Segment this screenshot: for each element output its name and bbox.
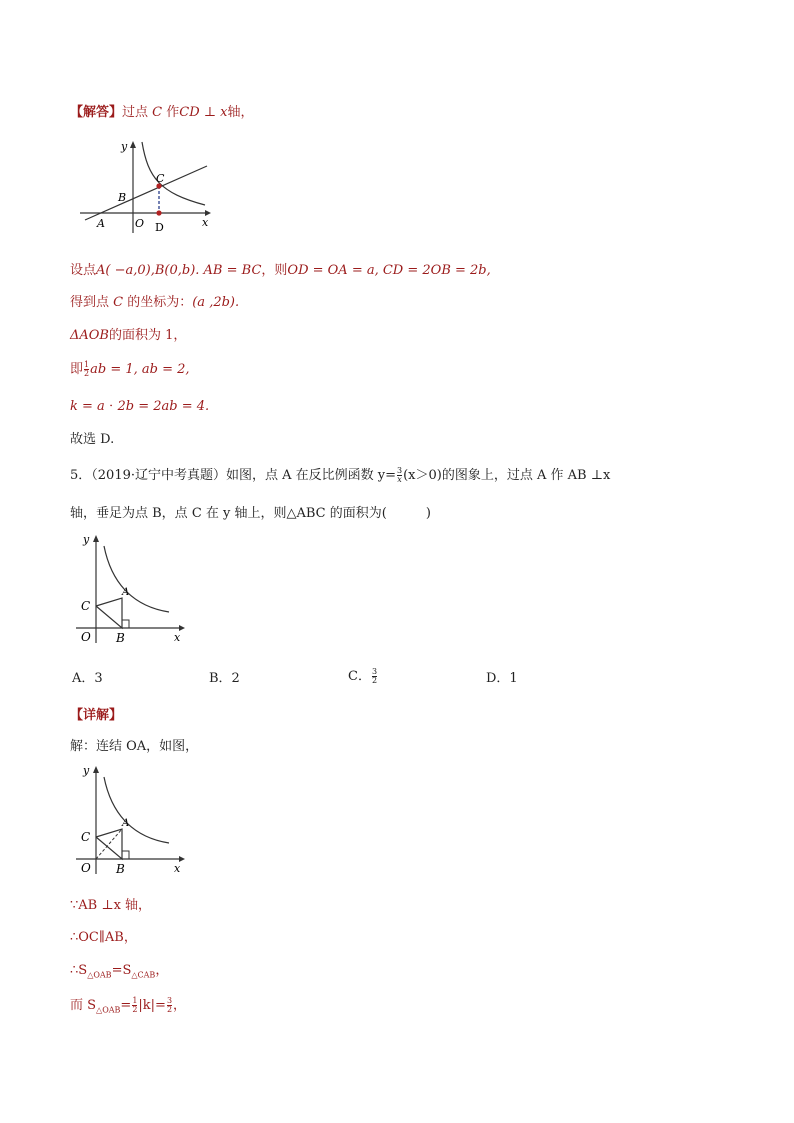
detail-step-2: ∴OC∥AB， (70, 930, 137, 945)
step4-value-numerator: 3 (166, 996, 173, 1005)
step3-text-2: =S (111, 963, 132, 978)
option-c-numerator: 3 (371, 667, 378, 676)
hyperbola-curve (104, 777, 169, 843)
answer-set-math-2: OD = OA = a, CD = 2OB = 2b, (287, 263, 491, 278)
y-axis-arrow-icon (93, 766, 99, 773)
step4-eq: = (120, 998, 132, 1013)
step4-text: 而 S (70, 998, 97, 1013)
answer-area-text: 的面积为 1， (109, 328, 187, 343)
fig1-label-a: A (97, 217, 105, 230)
hyperbola-curve (142, 142, 205, 205)
step4-half-fraction (132, 997, 137, 1014)
answer-coord-text-2: 的坐标为： (123, 295, 193, 310)
fig1-label-c: C (156, 172, 165, 185)
answer-set-text: 设点 (70, 263, 97, 278)
answer-set-text-2: ，则 (261, 263, 288, 278)
option-d[interactable]: D．1 (486, 671, 518, 686)
fig3-label-a: A (122, 818, 130, 829)
right-angle-mark (122, 851, 129, 859)
question-text-2: (x＞0)的图象上，过点 A 作 AB ⊥x (403, 468, 611, 483)
answer-k-line: k = a ⋅ 2b = 2ab = 4. (70, 399, 210, 414)
answer-coord-point: C (113, 295, 124, 310)
fig3-label-c: C (81, 830, 91, 844)
fig1-label-b: B (118, 191, 127, 204)
option-c-denominator: 2 (371, 676, 378, 685)
fig1-label-y: y (121, 140, 128, 153)
detail-step-3 (70, 962, 168, 985)
answer-area-line (70, 327, 186, 345)
fig2-label-x: x (174, 631, 181, 644)
answer-coord-value: (a ,2b). (192, 295, 240, 310)
point-d-dot (156, 210, 161, 215)
step3-sub-1: △OAB (87, 970, 112, 980)
y-axis-arrow-icon (93, 535, 99, 542)
option-c-fraction (372, 668, 377, 685)
step4-post: ， (173, 998, 187, 1013)
step4-value-denominator: 2 (166, 1005, 173, 1014)
answer-set-line (70, 262, 491, 280)
step3-text-3: ， (155, 963, 169, 978)
fig2-label-c: C (81, 599, 91, 613)
detail-line-1: 解：连结 OA，如图， (70, 739, 199, 754)
fig1-label-d: D (155, 221, 164, 234)
step4-abs: |k|= (138, 998, 166, 1013)
answer-intro-text: 过点 (122, 105, 153, 120)
step4-value-fraction (167, 997, 172, 1014)
detail-heading: 【详解】 (70, 708, 123, 723)
answer-heading: 【解答】 (70, 105, 123, 120)
fig1-label-x: x (202, 216, 209, 229)
step4-sub: △OAB (96, 1005, 121, 1015)
y-axis-arrow-icon (130, 141, 136, 148)
step4-half-denominator: 2 (132, 1005, 138, 1014)
answer-area-math: ΔAOB (70, 328, 109, 343)
question-line-1 (70, 467, 610, 485)
step4-half-numerator: 1 (132, 996, 138, 1005)
fig2-label-b: B (116, 631, 125, 645)
question-line-2: 轴，垂足为点 B，点 C 在 y 轴上，则△ABC 的面积为( ) (70, 506, 431, 521)
fig3-label-y: y (83, 764, 90, 777)
answer-ji-line (70, 361, 190, 379)
func-numerator: 3 (397, 466, 403, 475)
option-b[interactable]: B．2 (209, 671, 240, 686)
fig3-label-b: B (116, 862, 125, 876)
answer-ji-text: 即 (70, 362, 84, 377)
answer-intro-line (70, 104, 253, 122)
answer-half-fraction (84, 361, 89, 378)
answer-intro-math: CD ⊥ x (179, 105, 228, 120)
answer-coord-text: 得到点 (70, 295, 114, 310)
answer-intro-text-3: 轴， (227, 105, 254, 120)
func-denominator: x (397, 475, 402, 484)
option-c-letter: C． (348, 669, 371, 684)
straight-line (85, 166, 207, 220)
answer-coord-line (70, 294, 239, 312)
fig2-label-o: O (81, 630, 91, 644)
question-func-fraction (397, 467, 402, 484)
detail-figure (76, 762, 188, 877)
half-numerator: 1 (84, 360, 90, 369)
detail-step-1: ∵AB ⊥x 轴， (70, 898, 152, 913)
fig3-label-x: x (174, 862, 181, 875)
detail-step-4 (70, 997, 186, 1020)
option-c[interactable] (348, 668, 378, 686)
hyperbola-curve (104, 546, 169, 612)
fig3-label-o: O (81, 861, 91, 875)
fig2-label-a: A (122, 587, 130, 598)
answer-set-math-1: A( −a,0),B(0,b). AB = BC (96, 263, 262, 278)
answer-intro-text-2: 作 (162, 105, 180, 120)
question-figure (76, 531, 188, 646)
question-text-1: 5．（2019·辽宁中考真题）如图，点 A 在反比例函数 y= (70, 468, 397, 483)
option-a[interactable]: A．3 (72, 671, 103, 686)
right-angle-mark (122, 620, 129, 628)
answer-ab-equation: ab = 1, ab = 2, (90, 362, 190, 377)
fig1-label-o: O (135, 217, 145, 230)
fig2-label-y: y (83, 533, 90, 546)
answer-figure (80, 138, 215, 238)
step3-text: ∴S (70, 963, 88, 978)
answer-intro-point: C (152, 105, 163, 120)
triangle-abc (96, 598, 122, 628)
answer-choose-line: 故选 D. (70, 432, 115, 447)
half-denominator: 2 (84, 369, 90, 378)
step3-sub-2: △CAB (131, 970, 156, 980)
